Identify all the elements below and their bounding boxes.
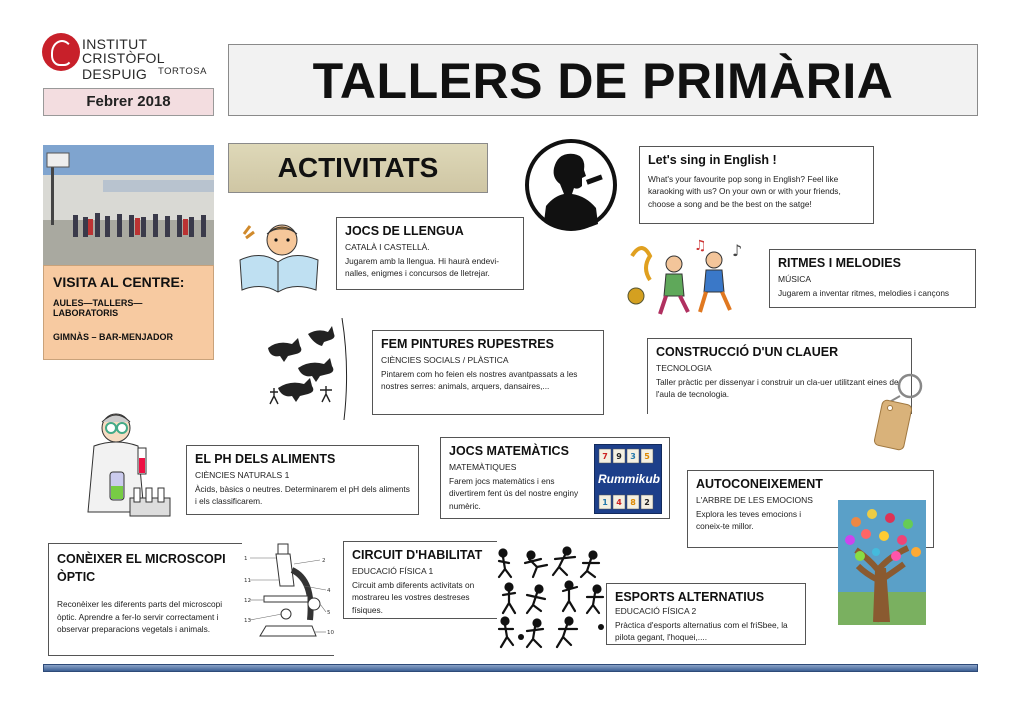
svg-text:4: 4 (616, 498, 622, 507)
footer-bar (43, 664, 978, 672)
visit-box (43, 265, 214, 360)
card-pintures-subject: CIÈNCIES SOCIALS / PLÀSTICA (381, 355, 509, 365)
card-circuit-desc: Circuit amb diferents activitats on mostrareu les vostres destreses físiques. (352, 580, 475, 615)
svg-text:11: 11 (244, 578, 251, 584)
school-logo (42, 30, 212, 80)
card-sing-title: Let's sing in English ! (648, 153, 777, 167)
scientist-icon (74, 402, 176, 520)
card-circuit (343, 541, 497, 619)
svg-text:4: 4 (327, 588, 331, 594)
card-esports (606, 583, 806, 645)
svg-text:13: 13 (244, 618, 251, 624)
card-ritmes-title: RITMES I MELODIES (778, 256, 901, 270)
svg-text:10: 10 (327, 630, 334, 636)
card-microscopi-desc: Reconèixer les diferents parts del microscopi òptic. Aprendre a fer-lo servir correctament i observar preparacions vegetals i animals. (57, 599, 223, 635)
svg-text:♪: ♪ (732, 241, 743, 260)
card-jocs-llengua (336, 217, 524, 290)
card-jocs-llengua-subject: CATALÀ I CASTELLÀ. (345, 242, 430, 252)
keychain-icon (872, 372, 928, 452)
card-clauer-desc: Taller pràctic per dissenyar i construir un cla-uer utilitzant eines de l'aula de tecnologia. (656, 377, 899, 400)
card-matematics-subject: MATEMÀTIQUES (449, 462, 517, 472)
school-photo (43, 145, 214, 265)
card-jocs-llengua-title: JOCS DE LLENGUA (345, 224, 464, 238)
sports-pictograms-icon (493, 545, 607, 650)
card-microscopi-title: CONÈIXER EL MICROSCOPI ÒPTIC (57, 552, 226, 585)
cave-painting-icon (258, 318, 353, 420)
visit-title: VISITA AL CENTRE: (53, 274, 185, 290)
rummikub-box-image (594, 444, 662, 514)
svg-text:7: 7 (602, 452, 608, 461)
visit-line-1: AULES—TALLERS—LABORATORIS (53, 298, 143, 318)
card-ph (186, 445, 419, 515)
svg-text:3: 3 (630, 452, 636, 461)
music-kids-icon (622, 238, 754, 318)
activitats-heading: ACTIVITATS (228, 143, 488, 193)
card-ph-title: EL PH DELS ALIMENTS (195, 452, 336, 466)
page-title: TALLERS DE PRIMÀRIA (312, 53, 894, 109)
card-ritmes (769, 249, 976, 308)
svg-text:1: 1 (244, 556, 248, 562)
card-pintures-desc: Pintarem com ho feien els nostres avantpassats a les nostres serres: animals, arquers, dansaires,... (381, 369, 578, 392)
card-clauer-subject: TECNOLOGIA (656, 363, 712, 373)
logo-emblem-icon (42, 33, 80, 71)
card-matematics-title: JOCS MATEMÀTICS (449, 444, 569, 458)
card-matematics-desc: Farem jocs matemàtics i ens divertirem fent ús del nostre enginy numèric. (449, 476, 579, 511)
card-pintures-title: FEM PINTURES RUPESTRES (381, 337, 554, 351)
microscope-icon (242, 540, 334, 650)
page-title-box (228, 44, 978, 116)
svg-text:5: 5 (644, 452, 650, 461)
svg-text:8: 8 (630, 498, 636, 507)
visit-line-2: GIMNÀS – BAR-MENJADOR (53, 332, 174, 342)
card-sing (639, 146, 874, 224)
svg-text:5: 5 (327, 610, 331, 616)
rummikub-logo-text: Rummikub (597, 472, 660, 486)
card-ph-subject: CIÈNCIES NATURALS 1 (195, 470, 290, 480)
card-circuit-subject: EDUCACIÓ FÍSICA 1 (352, 566, 434, 576)
card-pintures (372, 330, 604, 415)
card-ritmes-subject: MÚSICA (778, 274, 812, 284)
emotion-tree-icon (838, 500, 926, 625)
svg-text:12: 12 (244, 598, 251, 604)
date-label: Febrer 2018 (43, 88, 214, 116)
card-circuit-title: CIRCUIT D'HABILITAT (352, 548, 483, 562)
logo-line-3: TORTOSA (158, 66, 207, 77)
card-ph-desc: Àcids, bàsics o neutres. Determinarem el pH dels aliments i els classificarem. (195, 484, 410, 507)
card-sing-desc: What's your favourite pop song in English? Feel like karaoking with us? On your own or with your friends, choose a song and be the best on the satge! (648, 174, 841, 209)
svg-text:♫: ♫ (694, 238, 707, 254)
svg-text:9: 9 (616, 452, 622, 461)
card-esports-subject: EDUCACIÓ FÍSICA 2 (615, 606, 697, 616)
card-autoconeixement-subject: L'ARBRE DE LES EMOCIONS (696, 495, 813, 505)
svg-text:2: 2 (644, 498, 650, 507)
card-autoconeixement-desc: Explora les teves emocions i coneix-te millor. (696, 509, 802, 532)
logo-line-1: INSTITUT (82, 36, 148, 52)
logo-line-2: CRISTÒFOL DESPUIG (82, 50, 165, 82)
card-jocs-llengua-desc: Jugarem amb la llengua. Hi haurà endevi-nalles, enigmes i concursos de lletrejar. (345, 256, 500, 279)
boy-reading-icon (232, 220, 324, 295)
card-esports-title: ESPORTS ALTERNATIUS (615, 590, 765, 604)
singer-icon (524, 138, 618, 232)
card-autoconeixement-title: AUTOCONEIXEMENT (696, 477, 823, 491)
svg-text:1: 1 (602, 498, 608, 507)
card-clauer-title: CONSTRUCCIÓ D'UN CLAUER (656, 345, 839, 359)
card-esports-desc: Pràctica d'esports alternatius com el friSbee, la pilota gegant, l'hoquei,.... (615, 620, 788, 643)
svg-text:2: 2 (322, 558, 326, 564)
card-ritmes-desc: Jugarem a inventar ritmes, melodies i cançons (778, 288, 950, 298)
